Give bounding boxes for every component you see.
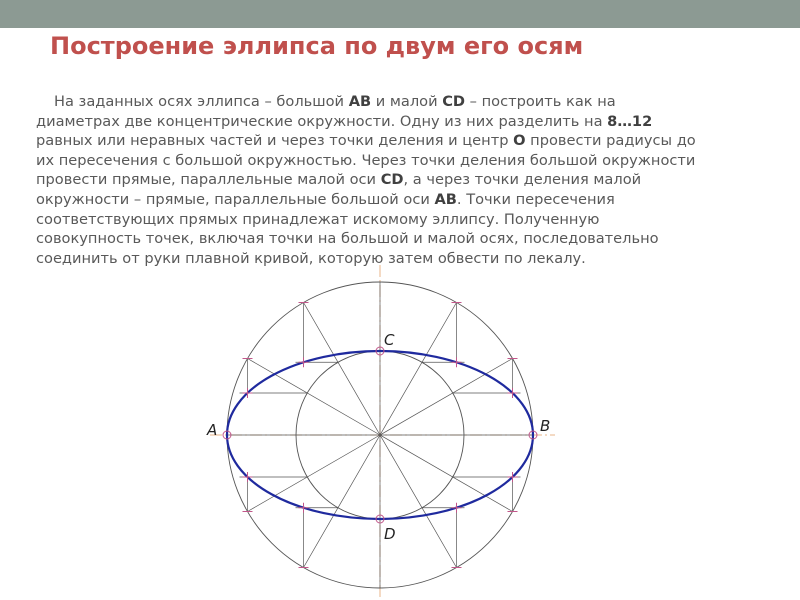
paragraph-run: , а через точки деления малой (403, 171, 642, 189)
paragraph-run: . Точки пересечения (456, 190, 615, 208)
radius-line (247, 359, 380, 436)
paragraph-run: совокупность точек, включая точки на большой и малой осях, последовательно (36, 230, 659, 248)
radii (227, 282, 533, 588)
paragraph-run: соответствующих прямых принадлежат искомому эллипсу. Полученную (36, 210, 600, 228)
radius-line (380, 302, 457, 435)
radius-line (304, 302, 381, 435)
paragraph-emphasis: AB (348, 93, 372, 110)
paragraph-run: их пересечения с большой окружностью. Через точки деления большой окружности (36, 151, 696, 169)
paragraph-emphasis: 8…12 (607, 112, 653, 130)
paragraph-emphasis: O (513, 132, 526, 150)
slide-title: Построение эллипса по двум его осям (50, 32, 584, 60)
paragraph-run: – построить как на (465, 93, 616, 110)
radius-line (380, 435, 457, 568)
paragraph-run: На заданных осях эллипса – большой (54, 93, 349, 110)
paragraph-run: диаметрах две концентрические окружности. Одну из них разделить на (36, 112, 608, 130)
paragraph-run: соединить от руки плавной кривой, которую затем обвести по лекалу. (36, 249, 586, 267)
paragraph-run: окружности – прямые, параллельные большой оси (36, 190, 435, 208)
paragraph-run: провести прямые, параллельные малой оси (36, 171, 381, 189)
radius-line (247, 435, 380, 512)
radius-line (380, 359, 513, 436)
paragraph-run: провести радиусы до (525, 132, 696, 150)
paragraph-emphasis: AB (434, 190, 457, 208)
point-label-a: A (207, 421, 218, 439)
paragraph-run: равных или неравных частей и через точки деления и центр (36, 132, 514, 150)
point-label-d: D (384, 525, 396, 543)
axes (210, 265, 555, 600)
point-label-c: C (384, 331, 395, 349)
radius-line (304, 435, 381, 568)
paragraph-emphasis: CD (442, 93, 466, 110)
paragraph-emphasis: CD (380, 171, 404, 189)
radius-line (380, 435, 513, 512)
paragraph-run: и малой (371, 93, 443, 110)
point-label-b: B (540, 417, 551, 435)
